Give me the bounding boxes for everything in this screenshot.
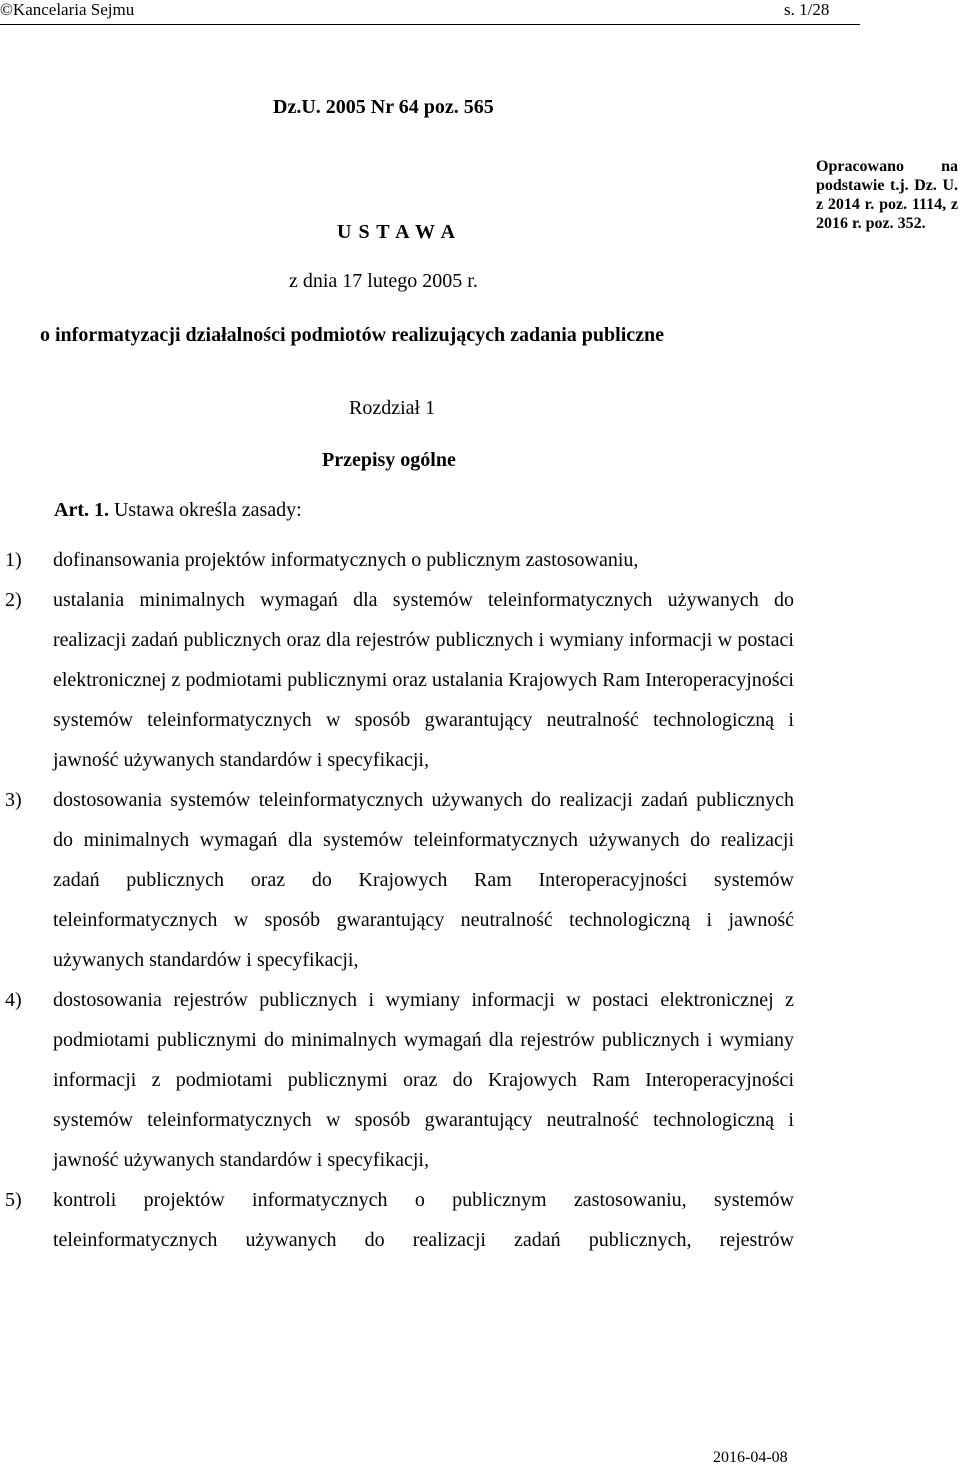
list-item-text: dofinansowania projektów informatycznych o publicznym zastosowaniu,: [53, 549, 639, 571]
list-item: [0, 540, 960, 580]
act-title: o informatyzacji działalności podmiotów realizujących zadania publiczne: [40, 324, 665, 346]
list-item-number: 1): [5, 549, 22, 571]
list-item: [0, 1180, 960, 1260]
list-item-text: dostosowania systemów teleinformatycznych używanych do realizacji zadań publicznych do minimalnych wymagań dla systemów teleinformatycznych używanych do realizacji zadań publicznych oraz do Krajowych Ram Interoperacyjności systemów teleinformatycznych w sposób gwarantujący neutralność technologiczną i jawność używanych standardów i specyfikacji,: [53, 789, 794, 971]
article-number: Art. 1.: [54, 499, 109, 521]
list-item-number: 4): [5, 989, 22, 1011]
act-type: U S T A W A: [337, 221, 457, 243]
list-item: [0, 980, 960, 1180]
list-item-number: 5): [5, 1189, 22, 1211]
page-header-left: ©Kancelaria Sejmu: [0, 0, 135, 19]
list-item-text: dostosowania rejestrów publicznych i wymiany informacji w postaci elektronicznej z podmiotami publicznymi do minimalnych wymagań dla rejestrów publicznych i wymiany informacji z podmiotami publicznymi oraz do Krajowych Ram Interoperacyjności systemów teleinformatycznych w sposób gwarantujący neutralność technologiczną i jawność używanych standardów i specyfikacji,: [53, 989, 794, 1171]
list-item-number: 2): [5, 589, 22, 611]
list-item: [0, 580, 960, 780]
header-rule: [0, 24, 860, 25]
article-items-list: [0, 540, 960, 1260]
list-item-number: 3): [5, 789, 22, 811]
consolidation-note: Opracowano na podstawie t.j. Dz. U. z 2014 r. poz. 1114, z 2016 r. poz. 352.: [816, 158, 958, 232]
list-item: [0, 780, 960, 980]
chapter-title: Przepisy ogólne: [322, 449, 456, 471]
list-item-text: kontroli projektów informatycznych o publicznym zastosowaniu, systemów teleinformatycznych używanych do realizacji zadań publicznych, rejestrów: [53, 1189, 794, 1251]
list-item-text: ustalania minimalnych wymagań dla systemów teleinformatycznych używanych do realizacji zadań publicznych oraz dla rejestrów publicznych i wymiany informacji w postaci elektronicznej z podmiotami publicznymi oraz ustalania Krajowych Ram Interoperacyjności systemów teleinformatycznych w sposób gwarantujący neutralność technologiczną i jawność używanych standardów i specyfikacji,: [53, 589, 794, 771]
act-date: z dnia 17 lutego 2005 r.: [289, 270, 478, 292]
article-heading: [54, 499, 302, 522]
page-number: s. 1/28: [784, 0, 830, 19]
journal-reference: Dz.U. 2005 Nr 64 poz. 565: [273, 96, 494, 118]
footer-date: 2016-04-08: [713, 1449, 788, 1466]
article-intro: Ustawa określa zasady:: [108, 499, 302, 521]
chapter-number: Rozdział 1: [349, 397, 436, 419]
